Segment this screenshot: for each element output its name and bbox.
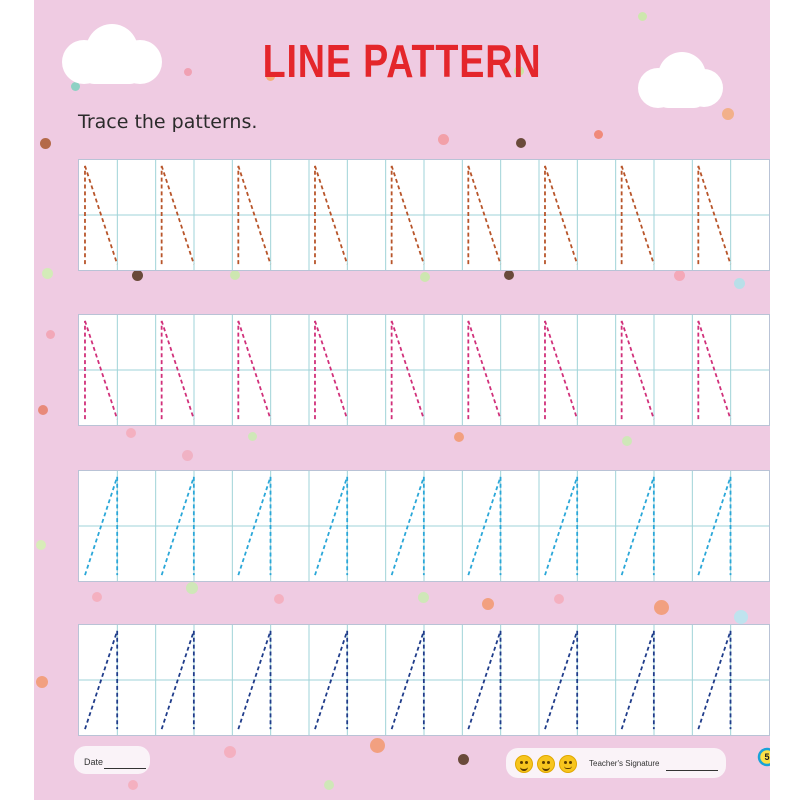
dot [482, 598, 494, 610]
dot [734, 278, 745, 289]
dot [504, 270, 514, 280]
pattern-grid [79, 315, 769, 425]
dot [230, 270, 240, 280]
dot [594, 130, 603, 139]
smiley-neutral-icon [559, 755, 577, 773]
dot [36, 676, 48, 688]
dot [132, 270, 143, 281]
pattern-grid [79, 160, 769, 270]
dot [674, 270, 685, 281]
dot [42, 268, 53, 279]
pattern-strip-4 [78, 624, 770, 736]
dot [516, 138, 526, 148]
dot [622, 436, 632, 446]
dot [458, 754, 469, 765]
dot [418, 592, 429, 603]
instruction-text: Trace the patterns. [78, 111, 258, 133]
signature-label: Teacher's Signature [589, 759, 660, 768]
dot [734, 610, 748, 624]
dot [370, 738, 385, 753]
date-label: Date [84, 757, 104, 767]
dot [324, 780, 334, 790]
dot [438, 134, 449, 145]
dot [274, 594, 284, 604]
dot [36, 540, 46, 550]
dot [46, 330, 55, 339]
dot [638, 12, 647, 21]
dot [248, 432, 257, 441]
pattern-grid [79, 625, 769, 735]
dot [182, 450, 193, 461]
dot [186, 582, 198, 594]
pattern-strip-3 [78, 470, 770, 582]
pattern-strip-1 [78, 159, 770, 271]
dot [92, 592, 102, 602]
dot [38, 405, 48, 415]
date-line[interactable] [104, 768, 146, 769]
smiley-laughing-icon [515, 755, 533, 773]
pattern-grid [79, 471, 769, 581]
dot [654, 600, 669, 615]
worksheet-page [34, 0, 770, 800]
dot [454, 432, 464, 442]
page-number: 5 [764, 752, 770, 762]
dot [224, 746, 236, 758]
dot [40, 138, 51, 149]
dot [128, 780, 138, 790]
dot [420, 272, 430, 282]
dot [126, 428, 136, 438]
page-title: LINE PATTERN [262, 35, 542, 87]
smiley-happy-icon [537, 755, 555, 773]
pattern-strip-2 [78, 314, 770, 426]
dot [554, 594, 564, 604]
signature-line[interactable] [666, 770, 718, 771]
